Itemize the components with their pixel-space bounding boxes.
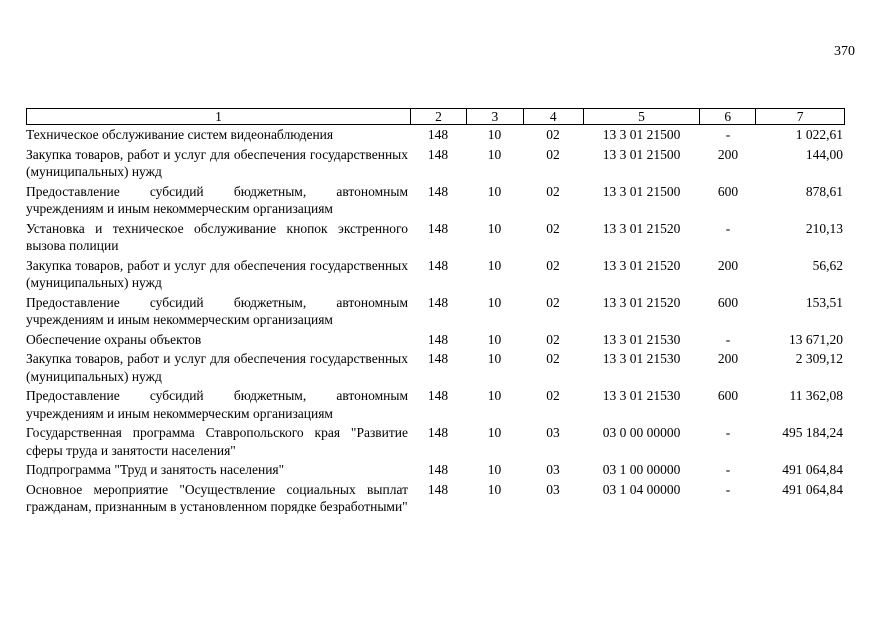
row-section-cell: 10	[487, 257, 502, 273]
row-type-cell: 600	[717, 388, 739, 403]
row-name-cell: Техническое обслуживание систем видеонаблюдения	[26, 127, 334, 142]
table-row	[26, 461, 845, 479]
row-code-cell: 148	[427, 331, 449, 347]
row-code-cell: 148	[427, 220, 449, 236]
row-code-cell: 148	[427, 425, 449, 440]
row-type-cell: 200	[717, 146, 739, 162]
row-code-cell: 148	[427, 351, 449, 366]
row-amount-cell: 1 022,61	[795, 127, 843, 142]
row-name-cell: Закупка товаров, работ и услуг для обеспечения государственных (муниципальных) нужд	[26, 146, 408, 179]
row-section-cell: 10	[487, 294, 502, 310]
table-row	[26, 481, 845, 516]
table-row	[26, 331, 845, 349]
row-section-cell: 10	[487, 388, 502, 403]
row-amount-cell: 56,62	[812, 257, 843, 273]
row-subsection-cell: 02	[546, 127, 560, 142]
row-type-cell: 600	[717, 183, 739, 199]
row-type-cell: -	[725, 220, 731, 236]
row-target-cell: 13 3 01 21530	[602, 388, 681, 403]
table-row	[26, 387, 845, 422]
row-subsection-cell: 03	[546, 481, 560, 497]
row-code-cell: 148	[427, 127, 449, 142]
row-target-cell: 03 1 00 00000	[602, 462, 681, 477]
row-code-cell: 148	[427, 388, 449, 403]
row-name-cell: Обеспечение охраны объектов	[26, 331, 202, 347]
row-name-cell: Установка и техническое обслуживание кнопок экстренного вызова полиции	[26, 220, 408, 253]
column-header: 7	[755, 109, 844, 124]
row-name-cell: Закупка товаров, работ и услуг для обеспечения государственных (муниципальных) нужд	[26, 257, 408, 290]
row-section-cell: 10	[487, 481, 502, 497]
row-target-cell: 03 1 04 00000	[602, 481, 681, 497]
table-row	[26, 146, 845, 181]
row-amount-cell: 878,61	[805, 183, 843, 199]
row-type-cell: -	[725, 481, 731, 497]
table-row	[26, 350, 845, 385]
row-name-cell: Подпрограмма "Труд и занятость населения"	[26, 462, 285, 477]
row-subsection-cell: 02	[546, 331, 560, 347]
row-subsection-cell: 02	[546, 183, 560, 199]
row-section-cell: 10	[487, 220, 502, 236]
row-amount-cell: 153,51	[805, 294, 843, 310]
row-amount-cell: 495 184,24	[782, 425, 843, 440]
column-header: 3	[466, 109, 523, 124]
row-target-cell: 03 0 00 00000	[602, 425, 681, 440]
row-code-cell: 148	[427, 481, 449, 497]
row-code-cell: 148	[427, 183, 449, 199]
row-amount-cell: 11 362,08	[789, 388, 843, 403]
row-subsection-cell: 03	[546, 462, 560, 477]
budget-table	[26, 108, 845, 516]
row-section-cell: 10	[487, 351, 502, 366]
row-target-cell: 13 3 01 21530	[602, 331, 681, 347]
row-subsection-cell: 02	[546, 294, 560, 310]
row-amount-cell: 210,13	[805, 220, 843, 236]
row-type-cell: -	[725, 425, 731, 440]
row-target-cell: 13 3 01 21520	[602, 220, 681, 236]
page-number: 370	[834, 44, 855, 59]
table-row	[26, 257, 845, 292]
table-row	[26, 220, 845, 255]
row-subsection-cell: 03	[546, 425, 560, 440]
row-section-cell: 10	[487, 183, 502, 199]
row-code-cell: 148	[427, 257, 449, 273]
row-amount-cell: 491 064,84	[782, 481, 843, 497]
row-section-cell: 10	[487, 146, 502, 162]
table-row	[26, 126, 845, 144]
row-code-cell: 148	[427, 462, 449, 477]
row-target-cell: 13 3 01 21520	[602, 257, 681, 273]
row-name-cell: Государственная программа Ставропольского края "Развитие сферы труда и занятости населения"	[26, 425, 408, 458]
table-row	[26, 294, 845, 329]
column-header: 6	[699, 109, 755, 124]
table-body	[26, 126, 845, 516]
row-section-cell: 10	[487, 127, 502, 142]
table-row	[26, 183, 845, 218]
row-target-cell: 13 3 01 21500	[602, 183, 681, 199]
row-target-cell: 13 3 01 21520	[602, 294, 681, 310]
row-type-cell: -	[725, 462, 731, 477]
row-subsection-cell: 02	[546, 351, 560, 366]
row-type-cell: -	[725, 127, 731, 142]
row-subsection-cell: 02	[546, 388, 560, 403]
row-type-cell: 200	[717, 257, 739, 273]
row-subsection-cell: 02	[546, 146, 560, 162]
row-type-cell: 600	[717, 294, 739, 310]
row-code-cell: 148	[427, 294, 449, 310]
table-header-row	[26, 108, 845, 125]
row-name-cell: Закупка товаров, работ и услуг для обеспечения государственных (муниципальных) нужд	[26, 351, 408, 384]
row-subsection-cell: 02	[546, 220, 560, 236]
row-target-cell: 13 3 01 21500	[602, 127, 681, 142]
row-name-cell: Предоставление субсидий бюджетным, автономным учреждениям и иным некоммерческим организациям	[26, 294, 408, 327]
row-name-cell: Предоставление субсидий бюджетным, автономным учреждениям и иным некоммерческим организациям	[26, 388, 408, 421]
row-subsection-cell: 02	[546, 257, 560, 273]
row-target-cell: 13 3 01 21500	[602, 146, 681, 162]
table-row	[26, 424, 845, 459]
row-type-cell: 200	[717, 351, 739, 366]
row-name-cell: Предоставление субсидий бюджетным, автономным учреждениям и иным некоммерческим организациям	[26, 183, 408, 216]
row-code-cell: 148	[427, 146, 449, 162]
row-amount-cell: 491 064,84	[782, 462, 843, 477]
row-amount-cell: 13 671,20	[789, 331, 843, 347]
column-header: 4	[523, 109, 583, 124]
row-section-cell: 10	[487, 425, 502, 440]
row-type-cell: -	[725, 331, 731, 347]
column-header: 2	[410, 109, 466, 124]
row-amount-cell: 144,00	[805, 146, 843, 162]
column-header: 5	[583, 109, 700, 124]
row-amount-cell: 2 309,12	[795, 351, 843, 366]
row-section-cell: 10	[487, 331, 502, 347]
column-header: 1	[215, 109, 222, 124]
row-section-cell: 10	[487, 462, 502, 477]
row-target-cell: 13 3 01 21530	[602, 351, 681, 366]
row-name-cell: Основное мероприятие "Осуществление социальных выплат гражданам, признанным в установленном порядке безработными"	[26, 481, 408, 514]
